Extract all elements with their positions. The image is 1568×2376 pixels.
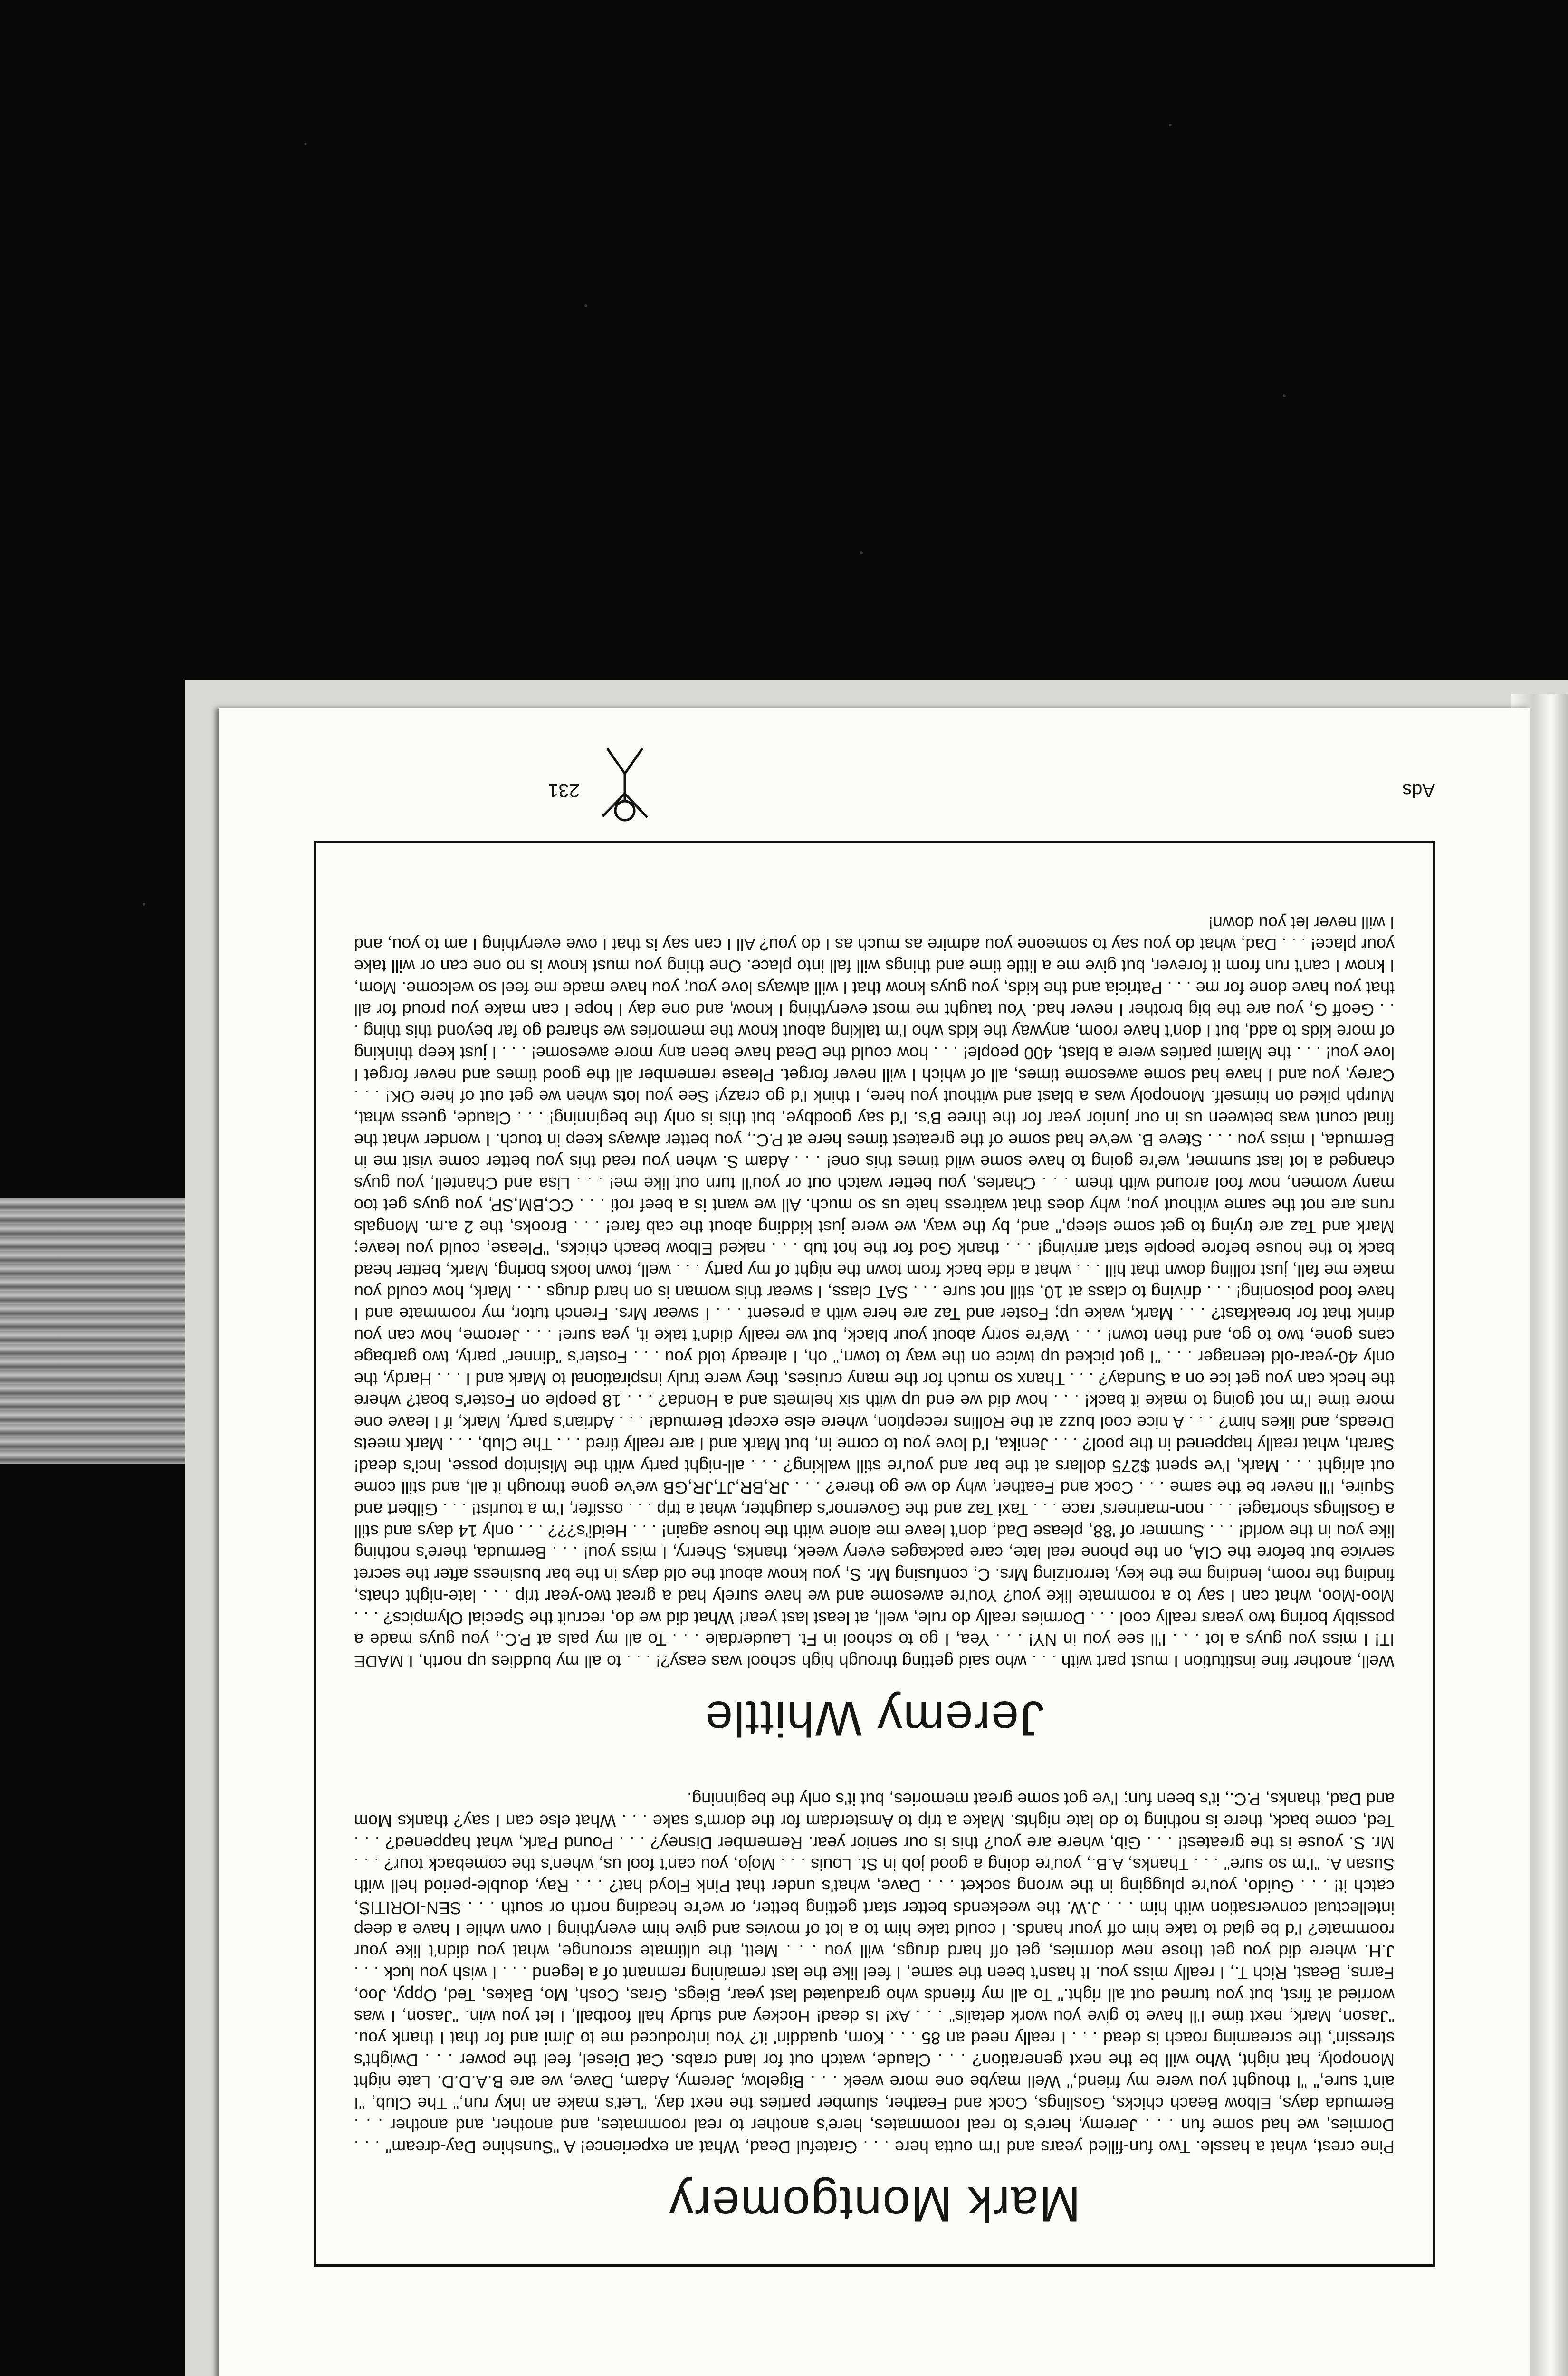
dust-speck (1169, 124, 1172, 126)
dust-speck (143, 903, 145, 906)
page-number: 231 (548, 780, 580, 801)
yearbook-page (219, 708, 1530, 2376)
dust-speck (1283, 394, 1286, 397)
dust-speck (584, 304, 587, 307)
dust-speck (304, 143, 307, 145)
scanner-artifact (0, 1198, 200, 1464)
ad-text: Pine crest, what a hassle. Two fun-filled years and I'm outta here . . . Grateful Dead, What an experience! A "Sunshine Day-dream" . . . Dormies, we had some fun . . . Jeremy, here's to real roommates, here's another to real roommates, and another, and another . . . Bermuda days, Elbow Beach chicks, Goslings, Cock and Feather, slumber parties the next day, "Let's make an inky run," The Club, "I ain't sure," "I thought you were my friend," Well maybe one more week . . . Bigelow, Jeremy, Adam, Dave, we are B.A.D.D. Late night Monopoly, hat night, Who will be the next generation? . . . Claude, watch out for land crabs. Cat Diesel, feel the power . . . Dwight's stressin', the screaming roach is dead . . . I really need an 85 . . . Korn, quaddin' it? You introduced me to Jimi and for that I thank you. "Jason, Mark, next time I'll have to give you work details" . . . Ax! Is dead! Hockey and study hall football, I let you win. "Jason, I was worried at first, but you turned out all right." To all my friends who graduated last year, Biegs, Gras, Cosh, Mo, Bakes, Ted, Oppy, Joo, Farns, Beast, Rich T., I really miss you. It hasn't been the same, I feel like the last remaining remnant of a legend . . . I wish you luck . . . J.H. where did you get those new dormies, get off hard drugs, will you . . . Mett, the ultimate scrounge, what you didn't like your roommate? I'd be glad to take him off your hands. I could take him to a lot of movies and give him everything I own while I have a deep intellectual conversation with him . . . J.W. the weekends better start getting better, or we're heading north or south . . . SEN-IORITIS, catch it! . . . Guido, you're plugging in the wrong socket . . . Dave, what's under that Pink Floyd hat? . . . Ray, double-period hell with Susan A. "I'm so sure" . . . Thanks, A.B., you're doing a good job in St. Louis . . . Mojo, you can't fool us, when's the comeback tour? . . . Mr. S. youse is the greatest! . . . Gib, where are you? this is our senior year. Remember Disney? . . . Pound Park, what happened? . . . Ted, come back, there is nothing to do late nights. Make a trip to Amsterdam for the dorm's sake . . . What else can I say? thanks Mom and Dad, thanks, P.C., it's been fun; I've got some great memories, but it's only the beginning. (354, 1790, 1395, 2157)
ad-name: Mark Montgomery (668, 2176, 1080, 2232)
stick-figure-icon (589, 746, 660, 827)
section-label: Ads (1402, 780, 1435, 801)
senior-ads-box (314, 841, 1435, 2267)
ad-name: Jeremy Whittle (704, 1691, 1044, 1746)
page-footer (314, 746, 1435, 827)
page-content-rotated (219, 708, 1530, 2376)
dust-speck (860, 551, 863, 554)
ad-text: Well, another fine institution I must part with . . . who said getting through high school was easy?! . . . to all my buddies up north, I MADE IT! I miss you guys a lot . . . I'll see you in NY! . . . Yea, I go to school in Ft. Lauderdale . . . To all my pals at P.C., you guys made a possibly boring two years really cool . . . Dormies really do rule, well, at least last year! What did we do, recruit the Special Olympics? . . . Moo-Moo, what can I say to a roommate like you? You're awesome and we have surely had a great two-year trip . . . late-night chats, finding the room, lending me the key, terrorizing Mrs. C, confusing Mr. S, you know about the old days in the bar business after the secret service but before the CIA, on the phone real late, care packages every week, thanks, Sherry, I miss you! . . . Bermuda, there's nothing like you in the world! . . . Summer of '88, please Dad, don't leave me alone with the house again! . . . Heidi's??? . . . only 14 days and still a Goslings shortage! . . . non-mariners' race . . . Taxi Taz and the Governor's daughter, what a trip . . . ossifer, I'm a tourist! . . . Gilbert and Squire, I'll never be the same . . . Cock and Feather, why do we go there? . . . JR,BR,JT,JR,GB we've gone through it all, and still come out alright . . . Mark, I've spent $275 dollars at the bar and you're still walking? . . . all-night party with the Misintop posse, Inci's dead! Sarah, what really happened in the pool? . . . Jenika, I'd love you to come in, but Mark and I are really tired . . . The Club, . . . Mark meets Dreads, and likes him? . . . A nice cool buzz at the Rollins reception, where else except Bermuda! . . . Adrian's party, Mark, if I leave one more time I'm not going to make it back! . . . how did we end up with six helmets and a Honda? . . . 18 people on Foster's boat? where the heck can you get ice on a Sunday? . . . Thanx so much for the many cruises, they were truly inspirational to Mark and I . . . Hardy, the only 40-year-old teenager . . . "I got picked up twice on the way to town," oh, I already told you . . . Foster's "dinner" party, two garbage cans gone, two to go, and then town! . . . We're sorry about your black, but we really didn't take it, yea sure! . . . Jerome, how can you drink that for breakfast? . . . Mark, wake up; Foster and Taz are here with a present . . . I swear Mrs. French tutor, my roommate and I have food poisoning! . . . driving to class at 10, still not sure . . . SAT class, I swear this woman is on hard drugs . . . Mark, how could you make me fall, just rolling down that hill . . . what a ride back from town the night of my party . . . well, town looks boring, Mark, better head back to the house before people start arriving! . . . thank God for the hot tub . . . naked Elbow beach chicks, "Please, could you leave; Mark and Taz are trying to get some sleep," and, by the way, we were just kidding about the cab fare! . . . Brooks, the 2 a.m. Mongals runs are not the same without you; why does that waitress hate us so much. All we want is a beef roti . . . CC,BM,SP, you guys get too many women, now fool around with them . . . Charles, you better watch out or you'll turn out like me! . . . Lisa and Chantell, you guys changed a lot last summer, we're going to have some wild times this one! . . . Adam S. when you read this you better come visit me in Bermuda, I miss you . . . Steve B. we've had some of the greatest times here at P.C., you better always keep in touch. I wonder what the final count was between us in our junior year for the three B's. I'd say goodbye, but this is only the beginning! . . . Claude, guess what, Murph piked on himself. Monopoly was a blast and without you here, I think I'd go crazy! See you lots when we get out of here OK! . . . Carey, you and I have had some awesome times, all of which I will never forget. Please remember all the good times and never forget I love you! . . . the Miami parties were a blast, 400 people! . . . how could the Dead have been any more awesome! . . . I just keep thinking of more kids to add, but I don't have room, anyway the kids who I'm talking about know the memories we shared go far beyond this thing . . . Geoff G, you are the big brother I never had. You taught me most everything I know, and one day I hope I can make you proud for all that you have done for me . . . Patricia and the kids, you guys know that I will always love you; you have made me feel so welcome. Mom, I know I can't run from it forever, but give me a little time and things will fall into place. One thing you must know is no one can or will take your place! . . . Dad, what do you say to someone you admire as much as I do you? All I can say is that I owe everything I am to you, and I will never let you down! (354, 913, 1395, 1671)
